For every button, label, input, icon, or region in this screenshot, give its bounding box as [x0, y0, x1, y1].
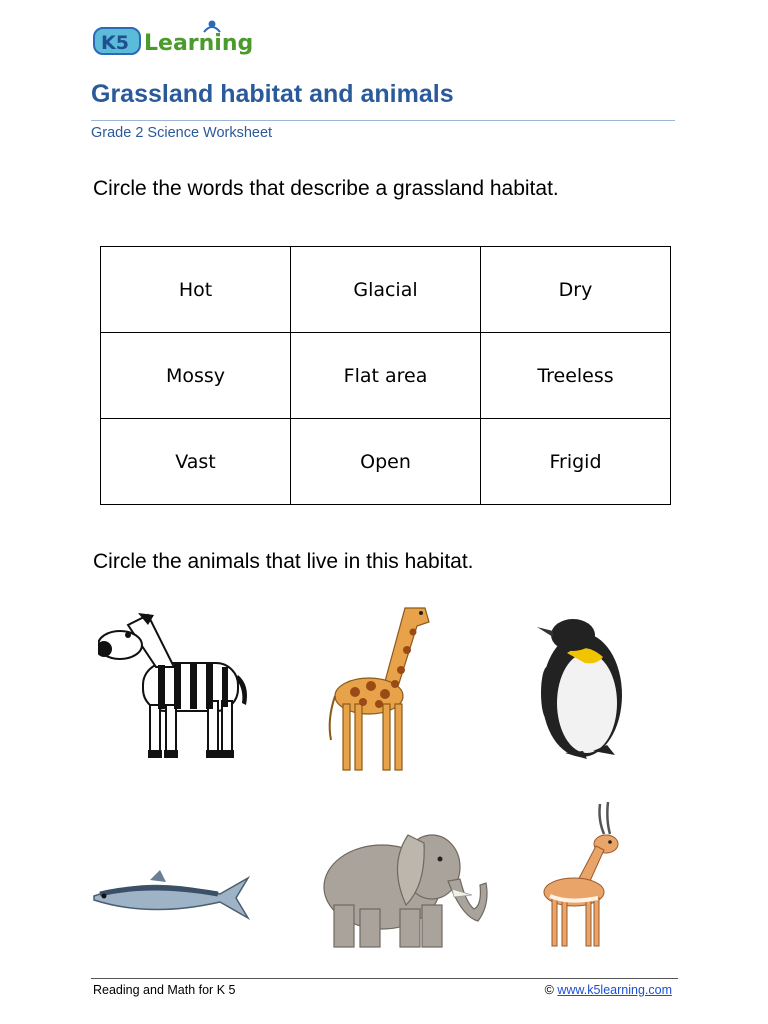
giraffe-image[interactable] [325, 600, 445, 780]
word-instruction: Circle the words that describe a grassland habitat. [93, 177, 559, 200]
word-cell[interactable]: Vast [101, 419, 291, 505]
footer-copyright [545, 983, 672, 997]
word-grid [100, 246, 671, 505]
word-cell[interactable]: Open [291, 419, 481, 505]
svg-text:Learning: Learning [144, 31, 254, 56]
penguin-image[interactable] [537, 613, 627, 768]
word-cell[interactable]: Flat area [291, 333, 481, 419]
worksheet-subtitle: Grade 2 Science Worksheet [91, 125, 273, 141]
word-cell[interactable]: Mossy [101, 333, 291, 419]
k5learning-link[interactable]: www.k5learning.com [557, 983, 672, 997]
word-cell[interactable]: Glacial [291, 247, 481, 333]
page-title: Grassland habitat and animals [91, 80, 454, 108]
gazelle-image[interactable] [538, 800, 633, 955]
animal-instruction: Circle the animals that live in this habitat. [93, 550, 474, 573]
word-cell[interactable]: Hot [101, 247, 291, 333]
footer-tagline: Reading and Math for K 5 [93, 983, 236, 997]
copyright-symbol: © [544, 983, 554, 997]
elephant-image[interactable] [322, 825, 492, 955]
word-cell[interactable]: Frigid [481, 419, 671, 505]
k5-learning-logo [92, 18, 262, 60]
word-cell[interactable]: Dry [481, 247, 671, 333]
footer-divider [91, 978, 678, 979]
title-divider [91, 120, 675, 121]
fish-image[interactable] [90, 868, 250, 933]
zebra-image[interactable] [98, 605, 250, 775]
word-cell[interactable]: Treeless [481, 333, 671, 419]
svg-text:K5: K5 [101, 32, 129, 54]
